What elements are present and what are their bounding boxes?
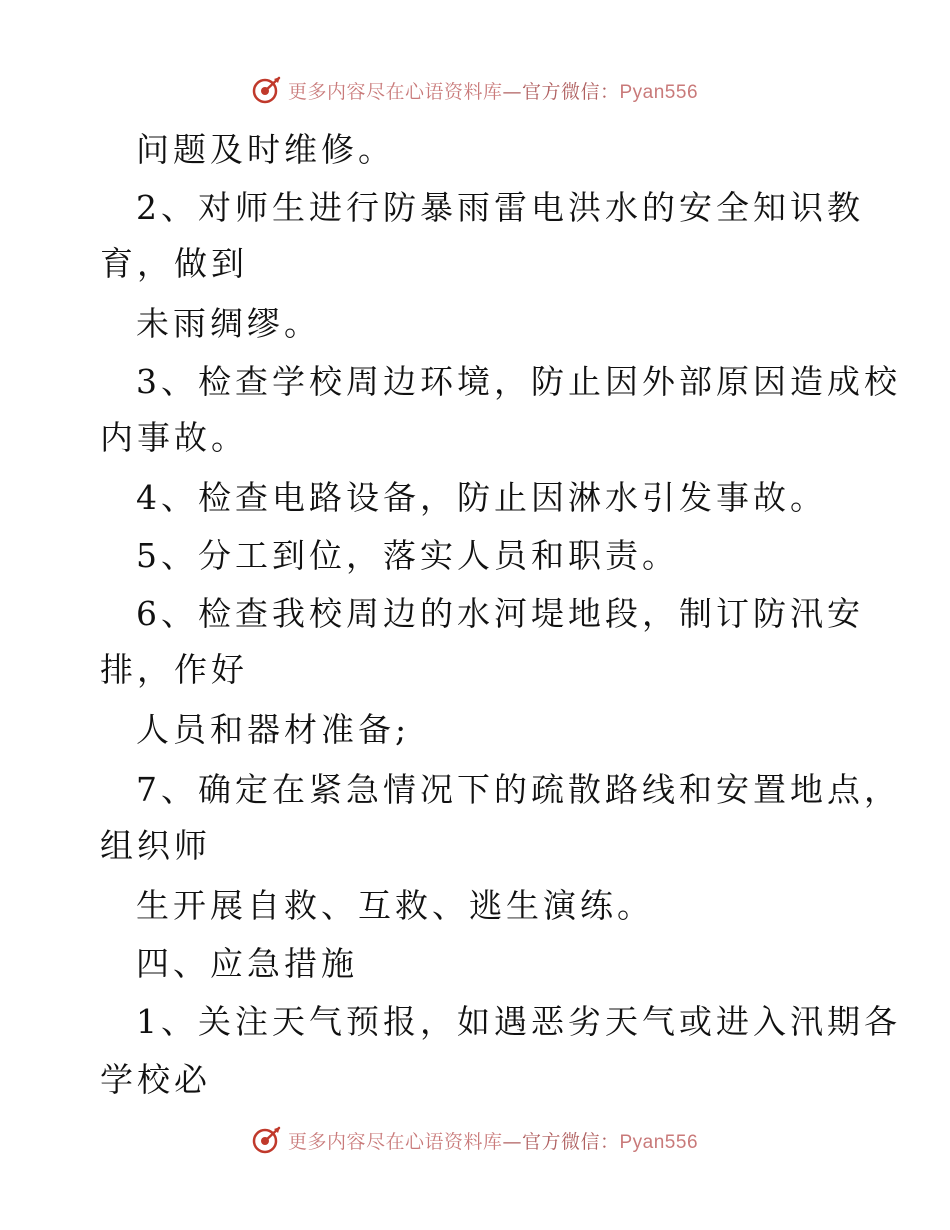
quill-logo-icon: [252, 1125, 282, 1155]
watermark-title: 更多内容尽在心语资料库: [287, 1130, 503, 1153]
text-line: 内事故。: [100, 418, 248, 457]
watermark-wechat-id: Pyan556: [619, 81, 699, 103]
text-line: 问题及时维修。: [136, 130, 395, 169]
quill-logo-icon: [252, 75, 282, 105]
text-line: 5、分工到位，落实人员和职责。: [136, 536, 679, 575]
text-line: 3、检查学校周边环境，防止因外部原因造成校: [136, 362, 901, 401]
watermark-footer: [0, 1122, 950, 1158]
watermark-title: 更多内容尽在心语资料库: [287, 80, 503, 103]
watermark-wechat-id: Pyan556: [619, 1131, 699, 1153]
text-line: 学校必: [100, 1060, 211, 1099]
text-line: 1、关注天气预报，如遇恶劣天气或进入汛期各: [136, 1002, 901, 1041]
text-line: 未雨绸缪。: [136, 304, 321, 343]
text-line: 生开展自救、互救、逃生演练。: [136, 886, 654, 925]
text-line: 4、检查电路设备，防止因淋水引发事故。: [136, 478, 827, 517]
text-line: 6、检查我校周边的水河堤地段，制订防汛安: [136, 594, 864, 633]
text-line: 2、对师生进行防暴雨雷电洪水的安全知识教: [136, 188, 864, 227]
text-line: 排，作好: [100, 650, 248, 689]
watermark-header: [0, 72, 950, 108]
watermark-separator: —官方微信：: [502, 1130, 620, 1153]
text-line: 人员和器材准备;: [136, 710, 411, 749]
text-line: 育，做到: [100, 244, 248, 283]
text-line: 7、确定在紧急情况下的疏散路线和安置地点，: [136, 770, 901, 809]
text-line: 四、应急措施: [136, 944, 358, 983]
watermark-separator: —官方微信：: [502, 80, 620, 103]
text-line: 组织师: [100, 826, 211, 865]
